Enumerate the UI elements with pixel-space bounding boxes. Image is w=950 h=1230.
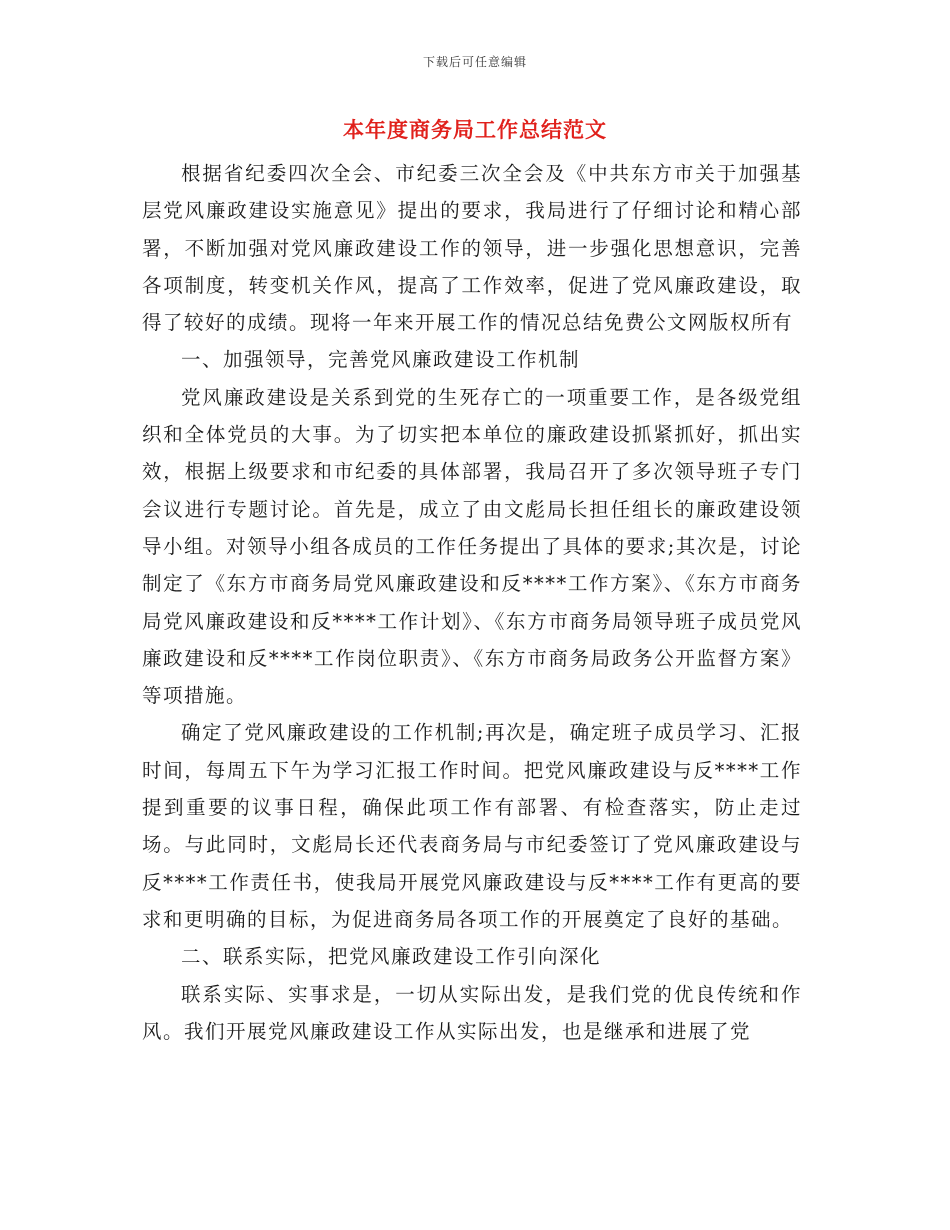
paragraph-intro: 根据省纪委四次全会、市纪委三次全会及《中共东方市关于加强基层党风廉政建设实施意见》提出的要求，我局进行了仔细讨论和精心部署，不断加强对党风廉政建设工作的领导，进一步强化思想意识，完善各项制度，转变机关作风，提高了工作效率，促进了党风廉政建设，取得了较好的成绩。现将一年来开展工作的情况总结免费公文网版权所有 <box>142 162 802 335</box>
paragraph-section-1: 党风廉政建设是关系到党的生死存亡的一项重要工作，是各级党组织和全体党员的大事。为了切实把本单位的廉政建设抓紧抓好，抓出实效，根据上级要求和市纪委的具体部署，我局召开了多次领导班子专门会议进行专题讨论。首先是，成立了由文彪局长担任组长的廉政建设领导小组。对领导小组各成员的工作任务提出了具体的要求;其次是，讨论制定了《东方市商务局党风廉政建设和反****工作方案》、《东方市商务局党风廉政建设和反****工作计划》、《东方市商务局领导班子成员党风廉政建设和反****工作岗位职责》、《东方市商务局政务公开监督方案》等项措施。 <box>142 385 802 708</box>
document-body <box>142 155 802 1050</box>
section-heading-2: 二、联系实际，把党风廉政建设工作引向深化 <box>181 945 602 969</box>
paragraph-section-2: 联系实际、实事求是，一切从实际出发，是我们党的优良传统和作风。我们开展党风廉政建设工作从实际出发，也是继承和进展了党 <box>142 982 802 1043</box>
page-title: 本年度商务局工作总结范文 <box>343 117 607 142</box>
header-note: 下载后可任意编辑 <box>422 55 527 69</box>
paragraph-section-1-continued: 确定了党风廉政建设的工作机制;再次是，确定班子成员学习、汇报时间，每周五下午为学习汇报工作时间。把党风廉政建设与反****工作提到重要的议事日程，确保此项工作有部署、有检查落实，防止走过场。与此同时，文彪局长还代表商务局与市纪委签订了党风廉政建设与反****工作责任书，使我局开展党风廉政建设与反****工作有更高的要求和更明确的目标，为促进商务局各项工作的开展奠定了良好的基础。 <box>142 721 802 931</box>
section-heading-1: 一、加强领导，完善党风廉政建设工作机制 <box>181 348 581 372</box>
